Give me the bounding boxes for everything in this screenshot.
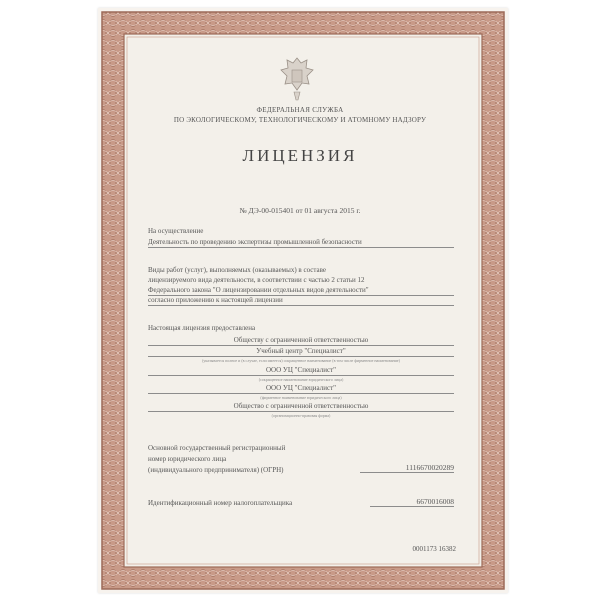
inn-value: 6670016008 <box>370 497 454 507</box>
caption-legal-form: (организационно-правовая форма) <box>271 413 331 418</box>
brand-name: ООО УЦ "Специалист" <box>148 384 454 394</box>
licensee-line-1: Обществу с ограниченной ответственностью <box>148 336 454 346</box>
caption-short-name: (сокращенное наименование юридического лица) <box>258 377 344 382</box>
ogrn-label-line-2: номер юридического лица <box>148 455 227 463</box>
caption-full-name: (указывается полное и (в случае, если имеется) сокращенное наименование (в том числе фирменное наименование) <box>202 358 400 363</box>
coat-of-arms-emblem <box>276 54 318 102</box>
license-number: № ДЭ-00-015401 от 01 августа 2015 г. <box>239 206 361 215</box>
legal-form: Общество с ограниченной ответственностью <box>148 402 454 412</box>
activity-label: На осуществление <box>148 227 204 235</box>
works-line-3: Федерального закона "О лицензировании отдельных видов деятельности" <box>148 286 454 296</box>
ogrn-value: 1116670020289 <box>360 463 454 473</box>
agency-name-line1: ФЕДЕРАЛЬНАЯ СЛУЖБА <box>256 106 344 114</box>
works-line-1: Виды работ (услуг), выполняемых (оказываемых) в составе <box>148 266 326 274</box>
caption-brand: (фирменное наименование юридического лица) <box>260 395 342 400</box>
ogrn-label-line-1: Основной государственный регистрационный <box>148 444 286 452</box>
works-line-4: согласно приложению к настоящей лицензии <box>148 296 454 306</box>
licensee-line-2: Учебный центр "Специалист" <box>148 347 454 357</box>
works-line-2: лицензируемого вида деятельности, в соответствии с частью 2 статьи 12 <box>148 276 365 284</box>
serial-number: 0001173 16382 <box>412 545 456 553</box>
licensee-label: Настоящая лицензия предоставлена <box>148 324 256 332</box>
ogrn-label-line-3: (индивидуального предпринимателя) (ОГРН) <box>148 466 284 474</box>
document-title: ЛИЦЕНЗИЯ <box>242 146 358 165</box>
agency-name-line2: ПО ЭКОЛОГИЧЕСКОМУ, ТЕХНОЛОГИЧЕСКОМУ И АТОМНОМУ НАДЗОРУ <box>173 116 427 124</box>
inn-label: Идентификационный номер налогоплательщика <box>148 499 293 507</box>
activity-value: Деятельность по проведению экспертизы промышленной безопасности <box>148 238 454 248</box>
short-name: ООО УЦ "Специалист" <box>148 366 454 376</box>
